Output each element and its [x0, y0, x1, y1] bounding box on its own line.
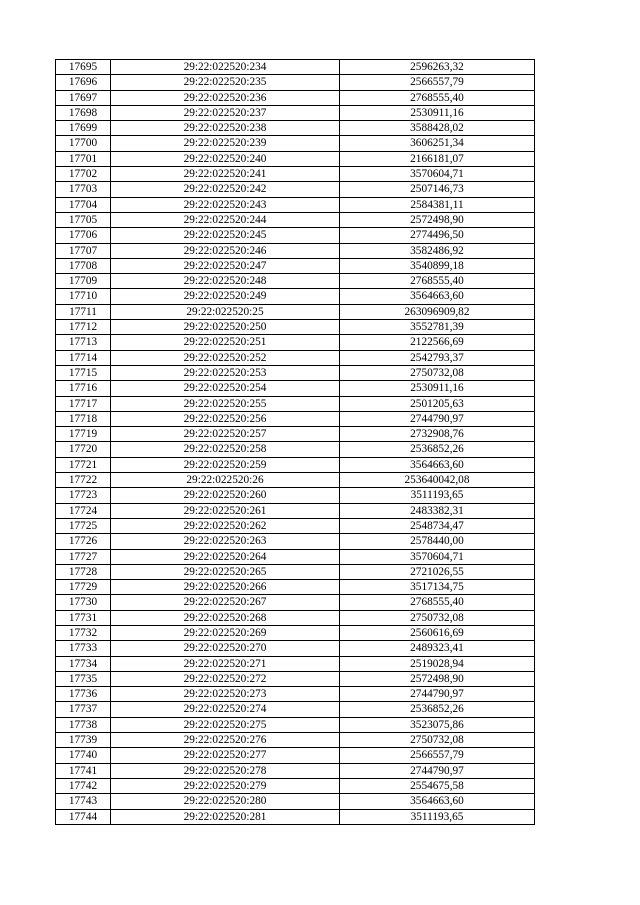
table-row: [56, 411, 535, 426]
table-row: [56, 365, 535, 380]
row-number-cell: 17699: [56, 121, 111, 136]
row-number-cell: 17743: [56, 794, 111, 809]
row-number-cell: 17740: [56, 748, 111, 763]
cadastral-number-cell: 29:22:022520:247: [111, 258, 340, 273]
cadastral-number-cell: 29:22:022520:275: [111, 717, 340, 732]
cadastral-number-cell: 29:22:022520:257: [111, 427, 340, 442]
row-number-cell: 17712: [56, 320, 111, 335]
cadastral-value-cell: 2530911,16: [340, 105, 535, 120]
row-number-cell: 17727: [56, 549, 111, 564]
table-row: [56, 274, 535, 289]
table-row: [56, 167, 535, 182]
table-row: [56, 733, 535, 748]
table-row: [56, 105, 535, 120]
table-body: [56, 60, 535, 825]
cadastral-number-cell: 29:22:022520:281: [111, 809, 340, 824]
table-row: [56, 136, 535, 151]
cadastral-value-cell: 2536852,26: [340, 442, 535, 457]
cadastral-number-cell: 29:22:022520:266: [111, 580, 340, 595]
row-number-cell: 17722: [56, 473, 111, 488]
table-row: [56, 60, 535, 75]
row-number-cell: 17732: [56, 625, 111, 640]
cadastral-number-cell: 29:22:022520:240: [111, 151, 340, 166]
cadastral-value-cell: 2542793,37: [340, 350, 535, 365]
cadastral-value-cell: 2750732,08: [340, 733, 535, 748]
cadastral-value-cell: 3552781,39: [340, 320, 535, 335]
row-number-cell: 17701: [56, 151, 111, 166]
row-number-cell: 17702: [56, 167, 111, 182]
table-row: [56, 717, 535, 732]
row-number-cell: 17741: [56, 763, 111, 778]
cadastral-number-cell: 29:22:022520:272: [111, 671, 340, 686]
cadastral-number-cell: 29:22:022520:237: [111, 105, 340, 120]
cadastral-value-cell: 2732908,76: [340, 427, 535, 442]
cadastral-number-cell: 29:22:022520:268: [111, 610, 340, 625]
cadastral-value-cell: 2750732,08: [340, 365, 535, 380]
cadastral-number-cell: 29:22:022520:244: [111, 212, 340, 227]
table-row: [56, 809, 535, 824]
cadastral-value-cell: 2554675,58: [340, 778, 535, 793]
cadastral-value-cell: 2768555,40: [340, 595, 535, 610]
cadastral-value-cell: 3540899,18: [340, 258, 535, 273]
row-number-cell: 17725: [56, 518, 111, 533]
row-number-cell: 17726: [56, 534, 111, 549]
table-row: [56, 748, 535, 763]
cadastral-number-cell: 29:22:022520:250: [111, 320, 340, 335]
table-row: [56, 671, 535, 686]
cadastral-value-cell: 3570604,71: [340, 549, 535, 564]
table-row: [56, 778, 535, 793]
cadastral-value-cell: 2744790,97: [340, 763, 535, 778]
table-row: [56, 258, 535, 273]
cadastral-value-cell: 2572498,90: [340, 212, 535, 227]
cadastral-number-cell: 29:22:022520:260: [111, 488, 340, 503]
cadastral-number-cell: 29:22:022520:274: [111, 702, 340, 717]
table-row: [56, 289, 535, 304]
table-row: [56, 182, 535, 197]
cadastral-value-cell: 2560616,69: [340, 625, 535, 640]
cadastral-value-cell: 2507146,73: [340, 182, 535, 197]
cadastral-number-cell: 29:22:022520:259: [111, 457, 340, 472]
row-number-cell: 17744: [56, 809, 111, 824]
cadastral-number-cell: 29:22:022520:255: [111, 396, 340, 411]
table-row: [56, 396, 535, 411]
table-row: [56, 75, 535, 90]
cadastral-value-cell: 3511193,65: [340, 488, 535, 503]
table-row: [56, 442, 535, 457]
cadastral-value-cell: 2530911,16: [340, 381, 535, 396]
cadastral-number-cell: 29:22:022520:279: [111, 778, 340, 793]
table-row: [56, 488, 535, 503]
cadastral-number-cell: 29:22:022520:256: [111, 411, 340, 426]
cadastral-value-cell: 2572498,90: [340, 671, 535, 686]
row-number-cell: 17735: [56, 671, 111, 686]
table-row: [56, 350, 535, 365]
cadastral-number-cell: 29:22:022520:251: [111, 335, 340, 350]
row-number-cell: 17730: [56, 595, 111, 610]
cadastral-value-cell: 2750732,08: [340, 610, 535, 625]
cadastral-number-cell: 29:22:022520:270: [111, 641, 340, 656]
table-row: [56, 381, 535, 396]
cadastral-value-cell: 2768555,40: [340, 90, 535, 105]
cadastral-number-cell: 29:22:022520:265: [111, 564, 340, 579]
cadastral-number-cell: 29:22:022520:277: [111, 748, 340, 763]
cadastral-value-cell: 3564663,60: [340, 457, 535, 472]
cadastral-value-cell: 2566557,79: [340, 748, 535, 763]
cadastral-value-cell: 2519028,94: [340, 656, 535, 671]
table-row: [56, 90, 535, 105]
cadastral-value-cell: 2548734,47: [340, 518, 535, 533]
row-number-cell: 17737: [56, 702, 111, 717]
cadastral-value-cell: 3606251,34: [340, 136, 535, 151]
cadastral-number-cell: 29:22:022520:261: [111, 503, 340, 518]
cadastral-number-cell: 29:22:022520:252: [111, 350, 340, 365]
row-number-cell: 17700: [56, 136, 111, 151]
table-row: [56, 503, 535, 518]
table-row: [56, 335, 535, 350]
cadastral-value-cell: 2566557,79: [340, 75, 535, 90]
table-row: [56, 549, 535, 564]
table-row: [56, 427, 535, 442]
table-row: [56, 534, 535, 549]
cadastral-value-cell: 3564663,60: [340, 794, 535, 809]
cadastral-value-cell: 2122566,69: [340, 335, 535, 350]
row-number-cell: 17734: [56, 656, 111, 671]
cadastral-value-cell: 2536852,26: [340, 702, 535, 717]
cadastral-value-cell: 3588428,02: [340, 121, 535, 136]
cadastral-value-cell: 2774496,50: [340, 228, 535, 243]
table-row: [56, 473, 535, 488]
table-row: [56, 228, 535, 243]
cadastral-number-cell: 29:22:022520:276: [111, 733, 340, 748]
row-number-cell: 17733: [56, 641, 111, 656]
cadastral-number-cell: 29:22:022520:263: [111, 534, 340, 549]
row-number-cell: 17695: [56, 60, 111, 75]
cadastral-number-cell: 29:22:022520:246: [111, 243, 340, 258]
row-number-cell: 17721: [56, 457, 111, 472]
table-row: [56, 641, 535, 656]
row-number-cell: 17718: [56, 411, 111, 426]
row-number-cell: 17719: [56, 427, 111, 442]
row-number-cell: 17705: [56, 212, 111, 227]
table-row: [56, 595, 535, 610]
row-number-cell: 17728: [56, 564, 111, 579]
row-number-cell: 17742: [56, 778, 111, 793]
cadastral-value-cell: 3511193,65: [340, 809, 535, 824]
cadastral-number-cell: 29:22:022520:234: [111, 60, 340, 75]
cadastral-number-cell: 29:22:022520:241: [111, 167, 340, 182]
cadastral-number-cell: 29:22:022520:269: [111, 625, 340, 640]
row-number-cell: 17731: [56, 610, 111, 625]
row-number-cell: 17711: [56, 304, 111, 319]
table-row: [56, 151, 535, 166]
row-number-cell: 17736: [56, 687, 111, 702]
cadastral-value-cell: 3517134,75: [340, 580, 535, 595]
row-number-cell: 17724: [56, 503, 111, 518]
table-row: [56, 121, 535, 136]
table-row: [56, 212, 535, 227]
cadastral-number-cell: 29:22:022520:249: [111, 289, 340, 304]
table-row: [56, 763, 535, 778]
table-row: [56, 656, 535, 671]
cadastral-value-cell: 2744790,97: [340, 687, 535, 702]
cadastral-value-cell: 2596263,32: [340, 60, 535, 75]
cadastral-number-cell: 29:22:022520:271: [111, 656, 340, 671]
cadastral-number-cell: 29:22:022520:262: [111, 518, 340, 533]
cadastral-number-cell: 29:22:022520:26: [111, 473, 340, 488]
cadastral-number-cell: 29:22:022520:236: [111, 90, 340, 105]
row-number-cell: 17707: [56, 243, 111, 258]
table-row: [56, 687, 535, 702]
table-row: [56, 625, 535, 640]
table-row: [56, 518, 535, 533]
cadastral-number-cell: 29:22:022520:258: [111, 442, 340, 457]
table-row: [56, 243, 535, 258]
table-row: [56, 564, 535, 579]
cadastral-value-cell: 2721026,55: [340, 564, 535, 579]
row-number-cell: 17717: [56, 396, 111, 411]
row-number-cell: 17729: [56, 580, 111, 595]
cadastral-value-cell: 263096909,82: [340, 304, 535, 319]
row-number-cell: 17697: [56, 90, 111, 105]
row-number-cell: 17696: [56, 75, 111, 90]
cadastral-number-cell: 29:22:022520:243: [111, 197, 340, 212]
cadastral-value-cell: 3564663,60: [340, 289, 535, 304]
cadastral-number-cell: 29:22:022520:239: [111, 136, 340, 151]
table-row: [56, 702, 535, 717]
cadastral-number-cell: 29:22:022520:25: [111, 304, 340, 319]
cadastral-value-cell: 2744790,97: [340, 411, 535, 426]
table-row: [56, 794, 535, 809]
cadastral-number-cell: 29:22:022520:267: [111, 595, 340, 610]
row-number-cell: 17704: [56, 197, 111, 212]
cadastral-number-cell: 29:22:022520:253: [111, 365, 340, 380]
row-number-cell: 17708: [56, 258, 111, 273]
cadastral-value-cell: 253640042,08: [340, 473, 535, 488]
row-number-cell: 17713: [56, 335, 111, 350]
row-number-cell: 17738: [56, 717, 111, 732]
table-row: [56, 320, 535, 335]
cadastral-value-cell: 2578440,00: [340, 534, 535, 549]
cadastral-number-cell: 29:22:022520:248: [111, 274, 340, 289]
cadastral-number-cell: 29:22:022520:242: [111, 182, 340, 197]
cadastral-number-cell: 29:22:022520:238: [111, 121, 340, 136]
cadastral-number-cell: 29:22:022520:273: [111, 687, 340, 702]
row-number-cell: 17714: [56, 350, 111, 365]
row-number-cell: 17710: [56, 289, 111, 304]
cadastral-number-cell: 29:22:022520:264: [111, 549, 340, 564]
cadastral-number-cell: 29:22:022520:254: [111, 381, 340, 396]
row-number-cell: 17723: [56, 488, 111, 503]
cadastral-value-cell: 3570604,71: [340, 167, 535, 182]
cadastral-value-cell: 2489323,41: [340, 641, 535, 656]
table-row: [56, 197, 535, 212]
row-number-cell: 17698: [56, 105, 111, 120]
table-row: [56, 580, 535, 595]
cadastral-value-cell: 2584381,11: [340, 197, 535, 212]
cadastral-value-table: [55, 59, 535, 825]
table-row: [56, 457, 535, 472]
cadastral-value-cell: 3523075,86: [340, 717, 535, 732]
row-number-cell: 17716: [56, 381, 111, 396]
table-row: [56, 610, 535, 625]
cadastral-number-cell: 29:22:022520:235: [111, 75, 340, 90]
cadastral-value-cell: 2483382,31: [340, 503, 535, 518]
row-number-cell: 17706: [56, 228, 111, 243]
cadastral-value-cell: 2501205,63: [340, 396, 535, 411]
row-number-cell: 17739: [56, 733, 111, 748]
cadastral-value-cell: 2768555,40: [340, 274, 535, 289]
row-number-cell: 17715: [56, 365, 111, 380]
cadastral-value-cell: 2166181,07: [340, 151, 535, 166]
row-number-cell: 17720: [56, 442, 111, 457]
cadastral-number-cell: 29:22:022520:280: [111, 794, 340, 809]
cadastral-number-cell: 29:22:022520:278: [111, 763, 340, 778]
cadastral-value-cell: 3582486,92: [340, 243, 535, 258]
row-number-cell: 17709: [56, 274, 111, 289]
table-row: [56, 304, 535, 319]
row-number-cell: 17703: [56, 182, 111, 197]
cadastral-number-cell: 29:22:022520:245: [111, 228, 340, 243]
